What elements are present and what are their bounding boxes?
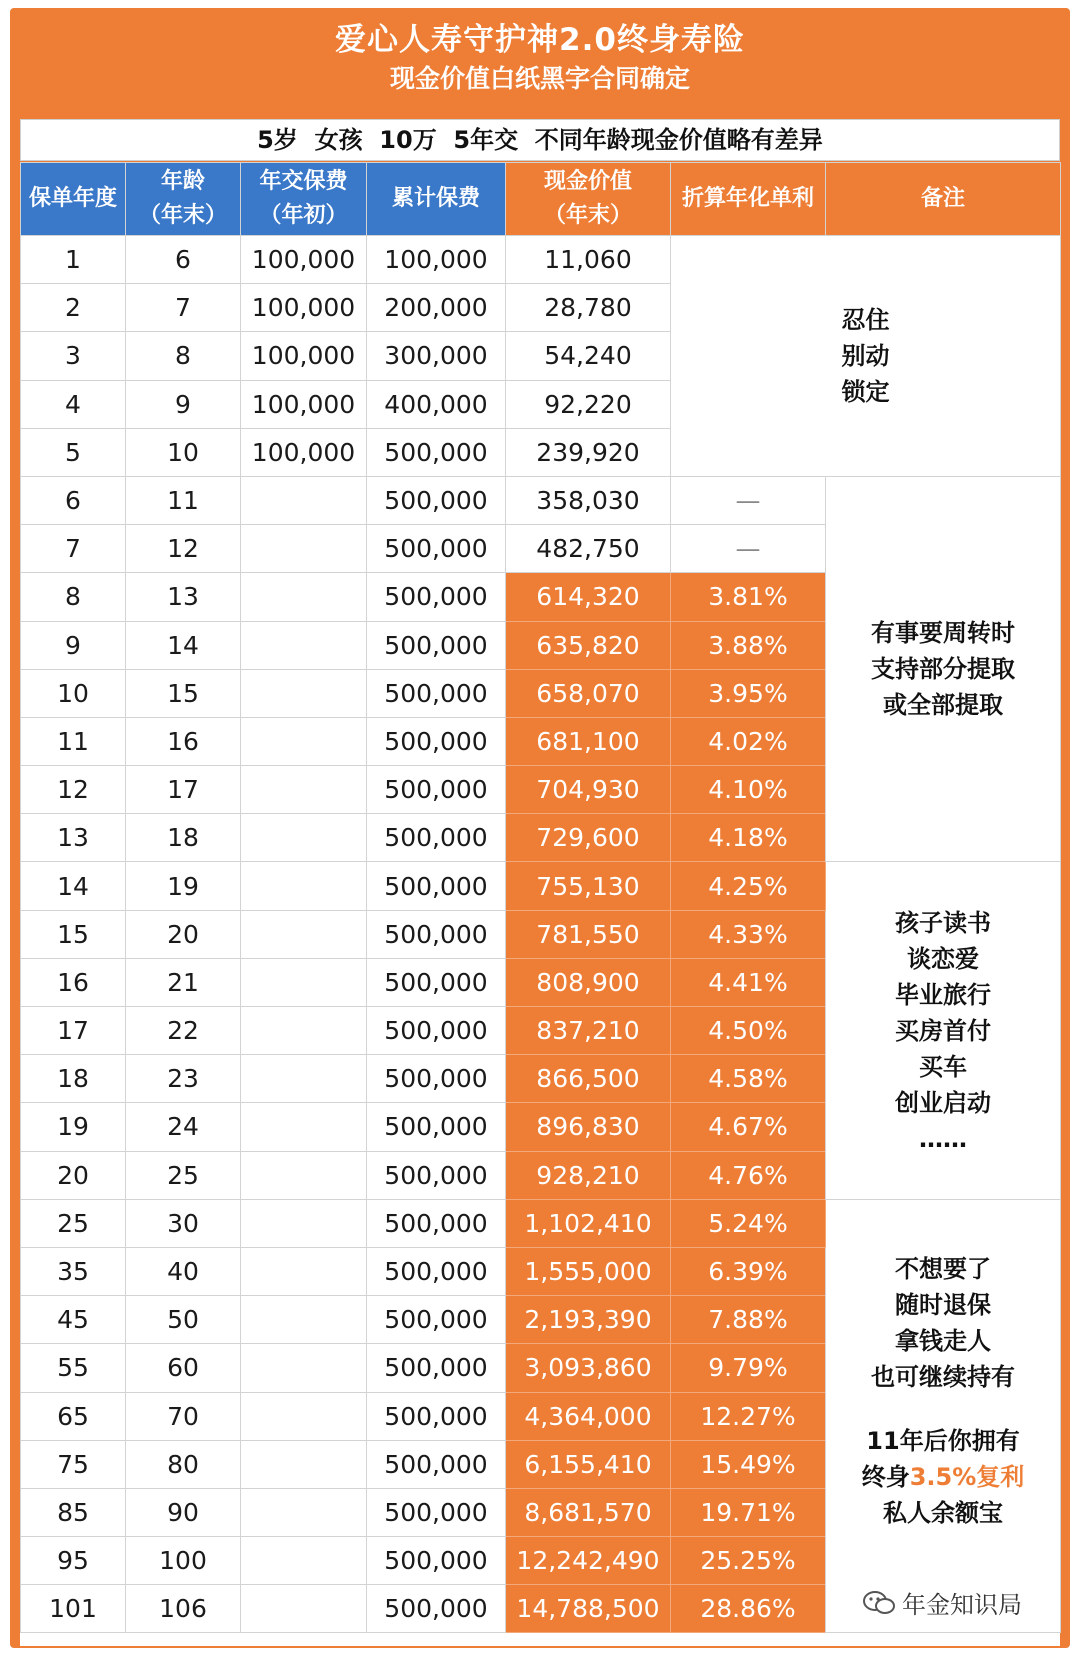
column-header-age [126, 163, 241, 236]
cell-annual-premium [241, 476, 367, 524]
cell-annual-premium: 100,000 [241, 332, 367, 380]
cell-policy-year: 7 [21, 525, 126, 573]
cell-annual-premium [241, 717, 367, 765]
cell-age: 100 [126, 1537, 241, 1585]
cell-cash-value: 8,681,570 [506, 1488, 671, 1536]
cell-annual-premium [241, 525, 367, 573]
cell-policy-year: 18 [21, 1055, 126, 1103]
cell-age: 18 [126, 814, 241, 862]
remark-line: 买房首付 [895, 1016, 991, 1045]
column-header-remarks [826, 163, 1061, 236]
cell-age: 17 [126, 766, 241, 814]
cell-cash-value: 54,240 [506, 332, 671, 380]
watermark [862, 1585, 1022, 1620]
cell-annual-premium [241, 1296, 367, 1344]
table-row [21, 236, 1061, 284]
cell-cumulative-premium: 500,000 [367, 1488, 506, 1536]
remark-highlight-rate: 3.5%复利 [909, 1463, 1025, 1492]
cell-cumulative-premium: 500,000 [367, 766, 506, 814]
cell-annual-premium [241, 1440, 367, 1488]
cell-cumulative-premium: 500,000 [367, 573, 506, 621]
cell-age: 50 [126, 1296, 241, 1344]
cell-annual-premium: 100,000 [241, 236, 367, 284]
cell-annualized-rate: 3.95% [671, 669, 826, 717]
cell-cumulative-premium: 300,000 [367, 332, 506, 380]
cell-cumulative-premium: 500,000 [367, 1247, 506, 1295]
cell-annual-premium: 100,000 [241, 380, 367, 428]
cell-cumulative-premium: 500,000 [367, 910, 506, 958]
cell-cash-value: 729,600 [506, 814, 671, 862]
cell-annualized-rate: 12.27% [671, 1392, 826, 1440]
cell-annual-premium [241, 621, 367, 669]
cell-annual-premium [241, 1344, 367, 1392]
cell-cash-value: 1,102,410 [506, 1199, 671, 1247]
cash-value-table [20, 162, 1061, 1633]
table-body [21, 236, 1061, 1633]
cell-cash-value: 4,364,000 [506, 1392, 671, 1440]
cell-cash-value: 1,555,000 [506, 1247, 671, 1295]
cell-cumulative-premium: 500,000 [367, 814, 506, 862]
cell-cumulative-premium: 200,000 [367, 284, 506, 332]
cell-annual-premium: 100,000 [241, 428, 367, 476]
column-header-cumulative-premium [367, 163, 506, 236]
cell-cash-value: 28,780 [506, 284, 671, 332]
remark-line: 忍住 [841, 305, 890, 334]
cell-cumulative-premium: 500,000 [367, 476, 506, 524]
cell-age: 25 [126, 1151, 241, 1199]
remark-line: …… [919, 1124, 967, 1153]
cell-annualized-rate: 15.49% [671, 1440, 826, 1488]
column-header-policy-year [21, 163, 126, 236]
policy-summary-bar: 5岁 女孩 10万 5年交 不同年龄现金价值略有差异 [20, 119, 1060, 161]
page-subtitle: 现金价值白纸黑字合同确定 [389, 64, 690, 93]
cell-policy-year: 75 [21, 1440, 126, 1488]
cell-annualized-rate: 3.88% [671, 621, 826, 669]
cell-annual-premium [241, 862, 367, 910]
cell-cash-value: 482,750 [506, 525, 671, 573]
cell-cumulative-premium: 500,000 [367, 958, 506, 1006]
cell-annual-premium [241, 1247, 367, 1295]
cell-policy-year: 12 [21, 766, 126, 814]
remark-line [826, 1459, 1060, 1495]
column-header-label: 现金价值 [543, 169, 632, 194]
remark-lock [671, 236, 1061, 477]
cell-annualized-rate: 4.67% [671, 1103, 826, 1151]
cell-age: 23 [126, 1055, 241, 1103]
cell-policy-year: 3 [21, 332, 126, 380]
cell-age: 90 [126, 1488, 241, 1536]
cell-cumulative-premium: 500,000 [367, 1199, 506, 1247]
remark-line: 11年后你拥有 [866, 1427, 1020, 1456]
column-header-cash-value [506, 163, 671, 236]
cell-annualized-rate: 4.18% [671, 814, 826, 862]
cell-policy-year: 65 [21, 1392, 126, 1440]
cell-cash-value: 896,830 [506, 1103, 671, 1151]
cell-cash-value: 928,210 [506, 1151, 671, 1199]
cell-policy-year: 95 [21, 1537, 126, 1585]
cell-cash-value: 6,155,410 [506, 1440, 671, 1488]
cell-cumulative-premium: 100,000 [367, 236, 506, 284]
cell-annual-premium [241, 958, 367, 1006]
remark-line: 或全部提取 [883, 691, 1003, 720]
cell-annual-premium [241, 814, 367, 862]
column-header-sublabel: （年末） [138, 203, 227, 228]
cell-annualized-rate: 3.81% [671, 573, 826, 621]
cell-annualized-rate: 4.02% [671, 717, 826, 765]
cell-policy-year: 5 [21, 428, 126, 476]
cell-annual-premium: 100,000 [241, 284, 367, 332]
cell-policy-year: 6 [21, 476, 126, 524]
cell-policy-year: 19 [21, 1103, 126, 1151]
cell-annualized-rate: 9.79% [671, 1344, 826, 1392]
cell-policy-year: 13 [21, 814, 126, 862]
cell-cash-value: 781,550 [506, 910, 671, 958]
cell-cumulative-premium: 500,000 [367, 1296, 506, 1344]
column-header-label: 折算年化单利 [681, 186, 814, 211]
column-header-label: 累计保费 [391, 186, 480, 211]
title-block [10, 18, 1070, 96]
cell-cash-value: 358,030 [506, 476, 671, 524]
cell-annualized-rate: 28.86% [671, 1585, 826, 1633]
page-title: 爱心人寿守护神2.0终身寿险 [335, 22, 745, 58]
cell-annual-premium [241, 1055, 367, 1103]
cell-cash-value: 2,193,390 [506, 1296, 671, 1344]
cell-age: 106 [126, 1585, 241, 1633]
cell-cash-value: 658,070 [506, 669, 671, 717]
cell-age: 13 [126, 573, 241, 621]
cell-cash-value: 704,930 [506, 766, 671, 814]
cell-cash-value: 14,788,500 [506, 1585, 671, 1633]
cell-cash-value: 92,220 [506, 380, 671, 428]
cell-cumulative-premium: 500,000 [367, 1151, 506, 1199]
cell-annual-premium [241, 1151, 367, 1199]
cash-value-table-wrapper [20, 162, 1060, 1646]
remark-line: 买车 [919, 1052, 967, 1081]
cell-policy-year: 20 [21, 1151, 126, 1199]
column-header-label: 保单年度 [28, 186, 117, 211]
watermark-text: 年金知识局 [902, 1591, 1022, 1619]
column-header-label: 年交保费 [259, 169, 348, 194]
cell-annual-premium [241, 1585, 367, 1633]
remark-line: 别动 [841, 341, 890, 370]
column-header-label: 备注 [920, 186, 965, 211]
remark-line: 不想要了 [895, 1255, 991, 1284]
cell-annual-premium [241, 1392, 367, 1440]
remark-line: 锁定 [841, 377, 890, 406]
column-header-label: 年龄 [160, 169, 205, 194]
column-header-annualized-rate [671, 163, 826, 236]
cell-cash-value: 808,900 [506, 958, 671, 1006]
cell-cumulative-premium: 500,000 [367, 1440, 506, 1488]
cell-annualized-rate: 25.25% [671, 1537, 826, 1585]
remark-line: 也可继续持有 [871, 1363, 1015, 1392]
cell-cumulative-premium: 500,000 [367, 1344, 506, 1392]
cell-cumulative-premium: 500,000 [367, 717, 506, 765]
remark-text: 终身 [861, 1463, 910, 1492]
cell-age: 6 [126, 236, 241, 284]
remark-withdraw [826, 476, 1061, 862]
cell-policy-year: 8 [21, 573, 126, 621]
cell-cumulative-premium: 500,000 [367, 1007, 506, 1055]
cell-annual-premium [241, 1537, 367, 1585]
cell-annual-premium [241, 669, 367, 717]
cell-age: 14 [126, 621, 241, 669]
remark-line: 谈恋爱 [907, 944, 979, 973]
cell-annualized-rate: 7.88% [671, 1296, 826, 1344]
cell-annual-premium [241, 573, 367, 621]
cell-annualized-rate: 4.25% [671, 862, 826, 910]
remark-line: 孩子读书 [895, 908, 991, 937]
cell-age: 10 [126, 428, 241, 476]
cell-age: 19 [126, 862, 241, 910]
cell-cumulative-premium: 500,000 [367, 621, 506, 669]
cell-cash-value: 681,100 [506, 717, 671, 765]
cell-policy-year: 25 [21, 1199, 126, 1247]
column-header-sublabel: （年末） [543, 203, 632, 228]
cell-cumulative-premium: 500,000 [367, 862, 506, 910]
cell-cumulative-premium: 500,000 [367, 428, 506, 476]
cell-policy-year: 2 [21, 284, 126, 332]
cell-cumulative-premium: 500,000 [367, 525, 506, 573]
cell-annualized-rate: 19.71% [671, 1488, 826, 1536]
cell-annualized-rate: 4.33% [671, 910, 826, 958]
cell-age: 60 [126, 1344, 241, 1392]
cell-cumulative-premium: 500,000 [367, 1103, 506, 1151]
cell-age: 22 [126, 1007, 241, 1055]
cell-cash-value: 635,820 [506, 621, 671, 669]
cell-annual-premium [241, 1007, 367, 1055]
cell-annual-premium [241, 766, 367, 814]
cell-age: 30 [126, 1199, 241, 1247]
remark-spacer [826, 1531, 1060, 1581]
cell-age: 16 [126, 717, 241, 765]
cell-cash-value: 12,242,490 [506, 1537, 671, 1585]
cell-policy-year: 16 [21, 958, 126, 1006]
cell-age: 20 [126, 910, 241, 958]
cell-age: 8 [126, 332, 241, 380]
cell-annual-premium [241, 1103, 367, 1151]
cell-cash-value: 614,320 [506, 573, 671, 621]
cell-policy-year: 14 [21, 862, 126, 910]
cell-cash-value: 755,130 [506, 862, 671, 910]
remark-spacer [826, 1395, 1060, 1423]
cell-age: 80 [126, 1440, 241, 1488]
cell-policy-year: 1 [21, 236, 126, 284]
cell-policy-year: 11 [21, 717, 126, 765]
cell-policy-year: 10 [21, 669, 126, 717]
remark-line: 有事要周转时 [871, 619, 1015, 648]
cell-cumulative-premium: 500,000 [367, 669, 506, 717]
cell-age: 21 [126, 958, 241, 1006]
table-row [21, 1199, 1061, 1247]
remark-line: 支持部分提取 [871, 655, 1015, 684]
cell-cumulative-premium: 500,000 [367, 1585, 506, 1633]
cell-age: 12 [126, 525, 241, 573]
cell-annual-premium [241, 910, 367, 958]
remark-surrender [826, 1199, 1061, 1633]
cell-policy-year: 55 [21, 1344, 126, 1392]
cell-cumulative-premium: 500,000 [367, 1392, 506, 1440]
table-row [21, 476, 1061, 524]
cell-cash-value: 239,920 [506, 428, 671, 476]
cell-cash-value: 3,093,860 [506, 1344, 671, 1392]
remark-line: 创业启动 [895, 1088, 991, 1117]
cell-age: 11 [126, 476, 241, 524]
cell-age: 15 [126, 669, 241, 717]
cell-annualized-rate: — [671, 476, 826, 524]
cell-policy-year: 15 [21, 910, 126, 958]
cell-age: 7 [126, 284, 241, 332]
column-header-sublabel: （年初） [259, 203, 348, 228]
cell-cash-value: 866,500 [506, 1055, 671, 1103]
cell-annualized-rate: 4.76% [671, 1151, 826, 1199]
remark-line: 随时退保 [895, 1291, 991, 1320]
wechat-icon [862, 1590, 896, 1616]
cell-annualized-rate: 4.41% [671, 958, 826, 1006]
cell-cumulative-premium: 400,000 [367, 380, 506, 428]
cell-policy-year: 4 [21, 380, 126, 428]
cell-cash-value: 837,210 [506, 1007, 671, 1055]
cell-annualized-rate: 5.24% [671, 1199, 826, 1247]
cell-cumulative-premium: 500,000 [367, 1055, 506, 1103]
cell-policy-year: 35 [21, 1247, 126, 1295]
cell-annualized-rate: 4.58% [671, 1055, 826, 1103]
remark-line: 拿钱走人 [895, 1327, 991, 1356]
cell-age: 9 [126, 380, 241, 428]
cell-cumulative-premium: 500,000 [367, 1537, 506, 1585]
cell-policy-year: 85 [21, 1488, 126, 1536]
remark-line: 毕业旅行 [895, 980, 991, 1009]
cell-annualized-rate: 6.39% [671, 1247, 826, 1295]
remark-uses [826, 862, 1061, 1199]
table-row [21, 862, 1061, 910]
cell-cash-value: 11,060 [506, 236, 671, 284]
cell-annualized-rate: — [671, 525, 826, 573]
cell-policy-year: 17 [21, 1007, 126, 1055]
cell-policy-year: 101 [21, 1585, 126, 1633]
cell-age: 40 [126, 1247, 241, 1295]
cell-policy-year: 9 [21, 621, 126, 669]
column-header-annual-premium [241, 163, 367, 236]
cell-policy-year: 45 [21, 1296, 126, 1344]
remark-line: 私人余额宝 [883, 1499, 1003, 1528]
cell-age: 24 [126, 1103, 241, 1151]
cell-annualized-rate: 4.10% [671, 766, 826, 814]
cell-annual-premium [241, 1199, 367, 1247]
cell-age: 70 [126, 1392, 241, 1440]
cell-annualized-rate: 4.50% [671, 1007, 826, 1055]
table-header-row [21, 163, 1061, 236]
cell-annual-premium [241, 1488, 367, 1536]
